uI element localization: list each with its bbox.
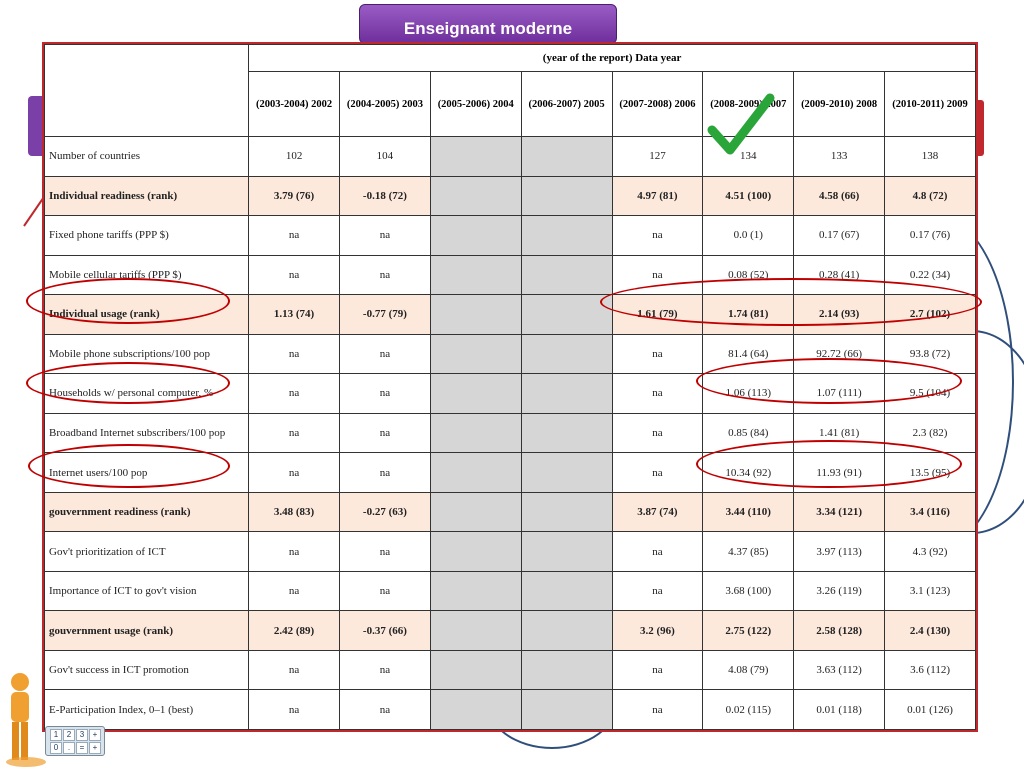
checkmark-icon — [706, 92, 776, 158]
table-cell: 3.63 (112) — [794, 650, 885, 690]
table-cell — [430, 690, 521, 730]
table-cell: na — [339, 216, 430, 256]
table-cell: na — [249, 374, 340, 414]
column-header: (2005-2006) 2004 — [430, 72, 521, 137]
row-label: Individual readiness (rank) — [45, 176, 249, 216]
table-cell: na — [339, 255, 430, 295]
calc-key: = — [76, 742, 88, 754]
table-cell: na — [249, 690, 340, 730]
table-cell — [521, 453, 612, 493]
column-header: (2003-2004) 2002 — [249, 72, 340, 137]
table-row — [45, 611, 976, 651]
table-cell: 3.68 (100) — [703, 571, 794, 611]
table-cell: na — [612, 413, 703, 453]
table-cell: 3.2 (96) — [612, 611, 703, 651]
row-label: Broadband Internet subscribers/100 pop — [45, 413, 249, 453]
table-cell — [521, 334, 612, 374]
table-cell — [430, 216, 521, 256]
calc-key: + — [89, 742, 101, 754]
table-cell — [430, 650, 521, 690]
table-cell: -0.77 (79) — [339, 295, 430, 335]
row-label: Individual usage (rank) — [45, 295, 249, 335]
table-cell: 0.28 (41) — [794, 255, 885, 295]
table-cell: na — [249, 334, 340, 374]
ict-data-table-frame — [42, 42, 978, 732]
table-cell: na — [339, 532, 430, 572]
table-row — [45, 453, 976, 493]
table-cell — [521, 492, 612, 532]
table-cell — [521, 216, 612, 256]
table-cell: 133 — [794, 137, 885, 177]
table-cell: na — [339, 571, 430, 611]
table-cell — [430, 137, 521, 177]
table-cell: 0.01 (118) — [794, 690, 885, 730]
table-cell: 3.87 (74) — [612, 492, 703, 532]
table-cell: 4.51 (100) — [703, 176, 794, 216]
calc-key: . — [63, 742, 75, 754]
row-label: Number of countries — [45, 137, 249, 177]
table-cell — [430, 492, 521, 532]
table-cell: 81.4 (64) — [703, 334, 794, 374]
table-cell: 9.5 (104) — [885, 374, 976, 414]
table-cell: 0.85 (84) — [703, 413, 794, 453]
table-cell: na — [249, 571, 340, 611]
table-cell — [521, 295, 612, 335]
table-cell: 3.44 (110) — [703, 492, 794, 532]
table-cell: na — [339, 334, 430, 374]
column-header: (2008-2009) 2007 — [703, 72, 794, 137]
table-cell: 4.8 (72) — [885, 176, 976, 216]
table-cell — [521, 374, 612, 414]
table-cell: -0.37 (66) — [339, 611, 430, 651]
table-cell: na — [339, 453, 430, 493]
ict-data-table — [44, 44, 976, 730]
table-cell: 3.34 (121) — [794, 492, 885, 532]
table-cell — [430, 334, 521, 374]
table-row — [45, 176, 976, 216]
calc-key: 3 — [76, 729, 88, 741]
table-cell: 2.7 (102) — [885, 295, 976, 335]
table-cell: 127 — [612, 137, 703, 177]
table-row — [45, 650, 976, 690]
table-cell: 1.41 (81) — [794, 413, 885, 453]
row-label: Importance of ICT to gov't vision — [45, 571, 249, 611]
row-label: Gov't success in ICT promotion — [45, 650, 249, 690]
table-cell — [430, 255, 521, 295]
row-label: Mobile cellular tariffs (PPP $) — [45, 255, 249, 295]
table-cell: 2.58 (128) — [794, 611, 885, 651]
mascot-icon — [0, 672, 110, 768]
table-cell: 2.75 (122) — [703, 611, 794, 651]
table-cell: 0.17 (67) — [794, 216, 885, 256]
table-cell — [521, 413, 612, 453]
table-cell: 2.4 (130) — [885, 611, 976, 651]
table-cell: 93.8 (72) — [885, 334, 976, 374]
row-label: gouvernment readiness (rank) — [45, 492, 249, 532]
corner-cell — [45, 45, 249, 137]
table-cell: na — [249, 532, 340, 572]
table-cell: 2.14 (93) — [794, 295, 885, 335]
table-cell: 3.48 (83) — [249, 492, 340, 532]
table-cell — [430, 176, 521, 216]
table-row — [45, 374, 976, 414]
row-label: Mobile phone subscriptions/100 pop — [45, 334, 249, 374]
table-cell — [430, 611, 521, 651]
table-row — [45, 137, 976, 177]
table-cell — [521, 137, 612, 177]
column-header: (2010-2011) 2009 — [885, 72, 976, 137]
table-cell: 10.34 (92) — [703, 453, 794, 493]
table-cell: 4.97 (81) — [612, 176, 703, 216]
table-cell: 0.17 (76) — [885, 216, 976, 256]
table-cell: 0.22 (34) — [885, 255, 976, 295]
calc-key: + — [89, 729, 101, 741]
table-row — [45, 690, 976, 730]
column-header: (2009-2010) 2008 — [794, 72, 885, 137]
table-cell: 4.3 (92) — [885, 532, 976, 572]
table-cell: 0.02 (115) — [703, 690, 794, 730]
table-cell: na — [339, 374, 430, 414]
calc-key: 2 — [63, 729, 75, 741]
table-cell: na — [612, 334, 703, 374]
table-cell: na — [612, 374, 703, 414]
table-cell: na — [612, 453, 703, 493]
table-cell: 1.61 (79) — [612, 295, 703, 335]
table-cell: -0.27 (63) — [339, 492, 430, 532]
table-cell: 4.58 (66) — [794, 176, 885, 216]
table-cell — [430, 374, 521, 414]
table-cell: na — [612, 255, 703, 295]
table-cell: na — [612, 571, 703, 611]
table-cell: 3.1 (123) — [885, 571, 976, 611]
table-cell — [521, 690, 612, 730]
table-row — [45, 492, 976, 532]
table-row — [45, 255, 976, 295]
table-cell — [430, 532, 521, 572]
table-cell: na — [249, 413, 340, 453]
table-cell: na — [339, 690, 430, 730]
table-cell: 134 — [703, 137, 794, 177]
table-cell: na — [612, 532, 703, 572]
table-cell — [521, 176, 612, 216]
table-cell — [430, 413, 521, 453]
table-row — [45, 571, 976, 611]
row-label: gouvernment usage (rank) — [45, 611, 249, 651]
table-cell — [430, 453, 521, 493]
table-cell: 4.37 (85) — [703, 532, 794, 572]
calculator-icon — [45, 726, 105, 756]
table-cell: na — [612, 216, 703, 256]
table-cell — [521, 571, 612, 611]
calc-key: 0 — [50, 742, 62, 754]
table-row — [45, 295, 976, 335]
table-cell: 92.72 (66) — [794, 334, 885, 374]
row-label: Internet users/100 pop — [45, 453, 249, 493]
table-cell: 3.26 (119) — [794, 571, 885, 611]
table-cell: 0.01 (126) — [885, 690, 976, 730]
table-cell: 11.93 (91) — [794, 453, 885, 493]
table-row — [45, 532, 976, 572]
table-cell: 13.5 (95) — [885, 453, 976, 493]
table-row — [45, 216, 976, 256]
table-cell: 138 — [885, 137, 976, 177]
table-cell — [521, 255, 612, 295]
table-cell: 3.97 (113) — [794, 532, 885, 572]
table-cell: 3.4 (116) — [885, 492, 976, 532]
table-cell: na — [612, 690, 703, 730]
table-cell — [430, 571, 521, 611]
table-row — [45, 413, 976, 453]
row-label: Fixed phone tariffs (PPP $) — [45, 216, 249, 256]
table-cell: 0.0 (1) — [703, 216, 794, 256]
title-badge: Enseignant moderne — [359, 4, 617, 44]
table-cell: na — [249, 453, 340, 493]
table-cell: 3.6 (112) — [885, 650, 976, 690]
column-header: (2006-2007) 2005 — [521, 72, 612, 137]
table-cell — [521, 611, 612, 651]
table-cell: 2.42 (89) — [249, 611, 340, 651]
table-cell: 1.07 (111) — [794, 374, 885, 414]
table-cell: 1.13 (74) — [249, 295, 340, 335]
column-header: (2007-2008) 2006 — [612, 72, 703, 137]
table-cell: na — [249, 255, 340, 295]
table-cell: 3.79 (76) — [249, 176, 340, 216]
row-label: Gov't prioritization of ICT — [45, 532, 249, 572]
table-cell: 1.74 (81) — [703, 295, 794, 335]
row-label: Households w/ personal computer, % — [45, 374, 249, 414]
table-cell: 4.08 (79) — [703, 650, 794, 690]
table-cell — [430, 295, 521, 335]
table-cell: na — [612, 650, 703, 690]
table-cell: -0.18 (72) — [339, 176, 430, 216]
table-row — [45, 334, 976, 374]
table-cell: 0.08 (52) — [703, 255, 794, 295]
year-title: (year of the report) Data year — [249, 45, 976, 72]
row-label: E-Participation Index, 0–1 (best) — [45, 690, 249, 730]
table-cell: na — [249, 650, 340, 690]
calc-key: 1 — [50, 729, 62, 741]
table-cell: 1.06 (113) — [703, 374, 794, 414]
table-cell: na — [339, 413, 430, 453]
table-cell — [521, 532, 612, 572]
table-cell: na — [339, 650, 430, 690]
table-cell — [521, 650, 612, 690]
table-cell: 2.3 (82) — [885, 413, 976, 453]
table-cell: na — [249, 216, 340, 256]
table-cell: 104 — [339, 137, 430, 177]
table-cell: 102 — [249, 137, 340, 177]
column-header: (2004-2005) 2003 — [339, 72, 430, 137]
